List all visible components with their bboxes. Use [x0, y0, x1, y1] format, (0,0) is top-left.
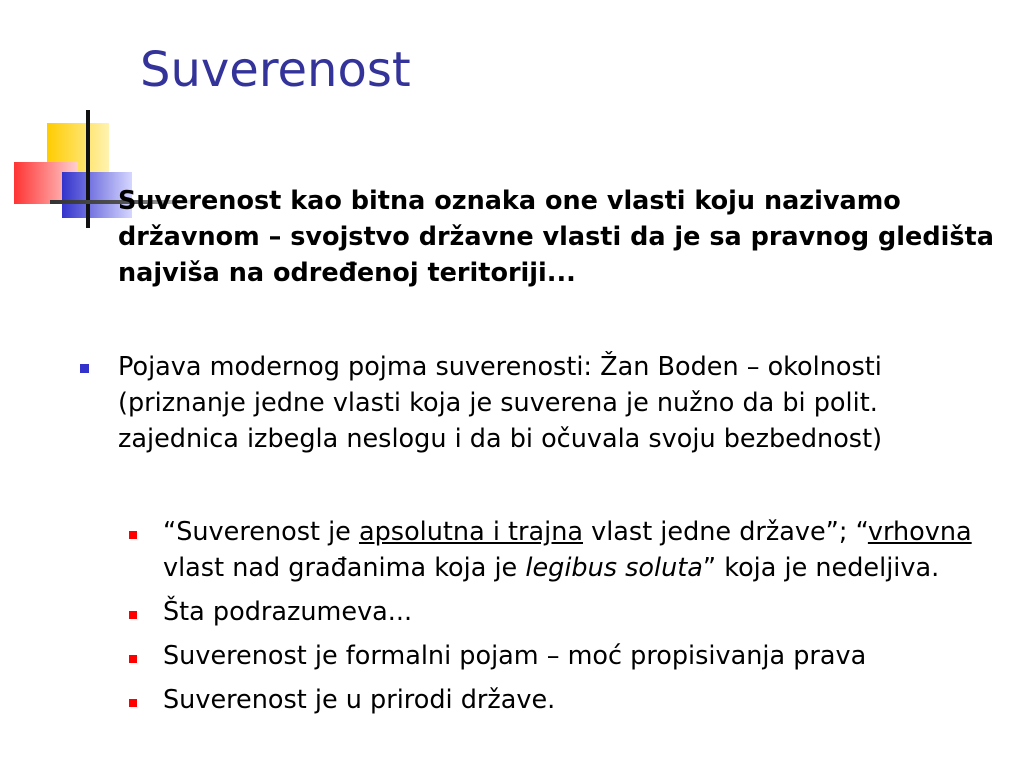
underlined-text: vrhovna	[867, 517, 972, 547]
quote-text: “Suverenost je	[163, 517, 359, 547]
underlined-text: apsolutna i trajna	[358, 517, 583, 547]
sub-bullet-marker	[129, 611, 137, 619]
sub-bullet-item	[163, 514, 1003, 586]
sub-bullet-item	[163, 682, 1003, 718]
bullet-item-boden: Pojava modernog pojma suverenosti: Žan Boden – okolnosti (priznanje jedne vlasti koja je suverena je nužno da bi polit. zajednica izbegla neslogu i da bi očuvala svoju bezbednost)	[118, 352, 883, 454]
sub-bullet-text: Šta podrazumeva...	[163, 597, 413, 627]
quote-text: vlast nad građanima koja je	[163, 553, 526, 583]
sub-bullet-item	[163, 594, 1003, 630]
sub-bullet-marker	[129, 655, 137, 663]
quote-text: vlast jedne države”; “	[583, 517, 868, 547]
quote-text: ” koja je nedeljiva.	[702, 553, 940, 583]
intro-paragraph: Suverenost kao bitna oznaka one vlasti koju nazivamo državnom – svojstvo državne vlasti da je sa pravnog gledišta najviša na određenoj teritoriji...	[118, 186, 994, 288]
slide-title: Suverenost	[140, 42, 411, 98]
sub-bullet-list	[163, 514, 1003, 726]
sub-bullet-text: Suverenost je u prirodi države.	[163, 685, 556, 715]
italic-text: legibus soluta	[525, 553, 703, 583]
sub-bullet-marker	[129, 699, 137, 707]
sub-bullet-text: Suverenost je formalni pojam – moć propisivanja prava	[163, 641, 867, 671]
deco-vertical-line	[86, 110, 90, 228]
sub-bullet-marker	[129, 531, 137, 539]
sub-bullet-item	[163, 638, 1003, 674]
bullet-marker	[80, 364, 89, 373]
